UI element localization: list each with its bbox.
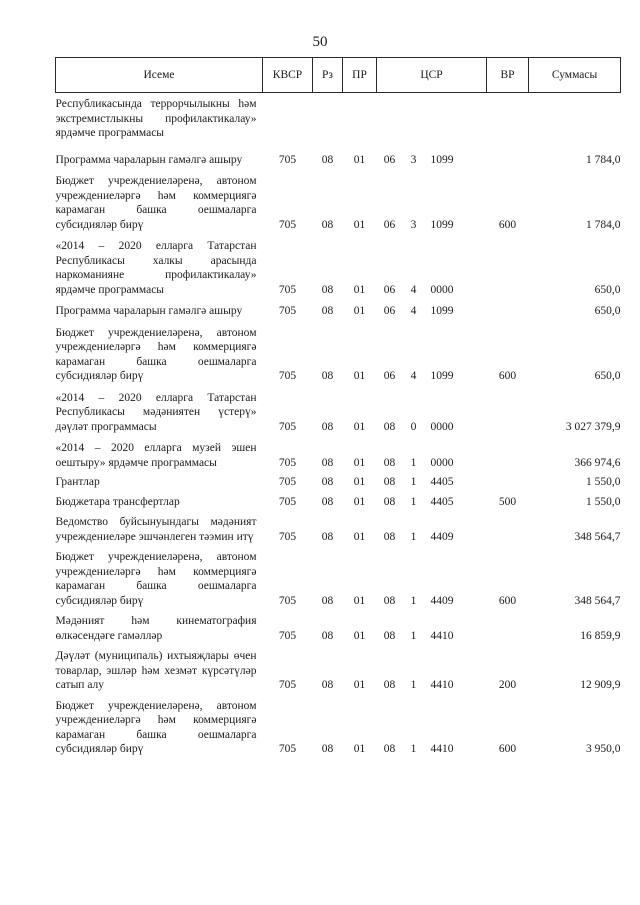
cell-csr2: 1 bbox=[410, 456, 417, 469]
cell-pr: 01 bbox=[353, 305, 366, 317]
cell-pr: 01 bbox=[353, 420, 366, 433]
table-row bbox=[56, 93, 621, 141]
cell-kvsr: 705 bbox=[278, 305, 297, 317]
cell-csr2: 1 bbox=[410, 530, 417, 543]
cell-csr1: 08 bbox=[383, 530, 396, 543]
cell-kvsr: 705 bbox=[278, 679, 297, 691]
cell-pr: 01 bbox=[353, 456, 366, 469]
cell-rz: 08 bbox=[321, 629, 334, 642]
cell-rz: 08 bbox=[321, 283, 334, 296]
cell-csr1: 06 bbox=[383, 283, 396, 296]
cell-vr: 200 bbox=[498, 679, 517, 691]
table-row bbox=[56, 167, 621, 232]
cell-csr1: 06 bbox=[383, 153, 396, 166]
cell-csr1: 06 bbox=[383, 305, 396, 317]
cell-csr2: 3 bbox=[410, 153, 417, 166]
cell-name: Программа чараларын гамәлгә ашыру bbox=[55, 153, 243, 166]
cell-csr1: 08 bbox=[383, 420, 396, 433]
cell-vr bbox=[487, 297, 529, 319]
header-rz: Рз bbox=[313, 58, 343, 93]
header-pr: ПР bbox=[343, 58, 377, 93]
cell-kvsr: 705 bbox=[278, 743, 297, 755]
cell-rz: 08 bbox=[321, 743, 334, 755]
cell-sum: 650,0 bbox=[594, 370, 621, 382]
cell-pr: 01 bbox=[353, 679, 366, 691]
cell-csr2: 4 bbox=[410, 283, 417, 296]
cell-sum: 3 027 379,9 bbox=[565, 420, 621, 433]
cell-csr2: 4 bbox=[410, 305, 417, 317]
cell-sum: 16 859,9 bbox=[580, 629, 621, 642]
cell-csr2: 3 bbox=[410, 218, 417, 231]
cell-csr1: 06 bbox=[383, 370, 396, 382]
table-row bbox=[56, 232, 621, 297]
cell-csr3: 0000 bbox=[430, 420, 454, 433]
cell-sum: 3 950,0 bbox=[586, 743, 621, 755]
cell-name: Бюджет учреждениеләренә, автоном учреждениеләргә һәм коммерциягә карамаган башка оешмаларга субсидияләр бирү bbox=[55, 326, 257, 382]
header-sum: Суммасы bbox=[529, 58, 621, 93]
cell-sum: 1 550,0 bbox=[586, 476, 621, 488]
cell-rz: 08 bbox=[321, 476, 334, 488]
cell-csr3: 4410 bbox=[430, 743, 454, 755]
cell-pr bbox=[343, 93, 377, 141]
cell-csr1: 08 bbox=[383, 743, 396, 755]
cell-csr1: 06 bbox=[383, 218, 396, 231]
cell-kvsr: 705 bbox=[278, 495, 297, 508]
cell-csr2 bbox=[403, 93, 425, 141]
cell-pr: 01 bbox=[353, 370, 366, 382]
cell-rz: 08 bbox=[321, 305, 334, 317]
cell-csr2: 1 bbox=[410, 476, 417, 488]
cell-vr bbox=[487, 141, 529, 168]
cell-csr1: 08 bbox=[383, 476, 396, 488]
cell-kvsr bbox=[263, 93, 313, 141]
header-csr: ЦСР bbox=[377, 58, 487, 93]
cell-csr1: 08 bbox=[383, 456, 396, 469]
cell-csr3: 4410 bbox=[430, 679, 454, 691]
cell-name: «2014 – 2020 елларга Татарстан Республикасы мәдәниятен үстерү» дәүләт программасы bbox=[55, 391, 257, 433]
table-row bbox=[56, 544, 621, 608]
cell-pr: 01 bbox=[353, 476, 366, 488]
cell-csr3: 4410 bbox=[430, 629, 454, 642]
cell-rz: 08 bbox=[321, 495, 334, 508]
cell-rz: 08 bbox=[321, 370, 334, 382]
cell-vr bbox=[487, 93, 529, 141]
cell-vr bbox=[487, 232, 529, 297]
cell-csr2: 1 bbox=[410, 679, 417, 691]
cell-vr: 600 bbox=[498, 218, 517, 231]
cell-name: Грантлар bbox=[55, 476, 100, 488]
cell-pr: 01 bbox=[353, 530, 366, 543]
cell-kvsr: 705 bbox=[278, 283, 297, 296]
table-row bbox=[56, 643, 621, 693]
cell-sum: 12 909,9 bbox=[580, 679, 621, 691]
cell-csr1: 08 bbox=[383, 629, 396, 642]
cell-kvsr: 705 bbox=[278, 629, 297, 642]
table-row bbox=[56, 141, 621, 168]
cell-pr: 01 bbox=[353, 283, 366, 296]
table-row bbox=[56, 434, 621, 470]
cell-vr: 600 bbox=[498, 743, 517, 755]
cell-csr3: 4409 bbox=[430, 530, 454, 543]
cell-rz: 08 bbox=[321, 594, 334, 607]
cell-pr: 01 bbox=[353, 495, 366, 508]
table-row bbox=[56, 470, 621, 490]
cell-csr2: 1 bbox=[410, 743, 417, 755]
cell-sum: 348 564,7 bbox=[574, 530, 621, 543]
cell-pr: 01 bbox=[353, 218, 366, 231]
cell-sum bbox=[529, 93, 621, 141]
table-row bbox=[56, 319, 621, 384]
table-header bbox=[56, 58, 621, 93]
cell-csr1: 08 bbox=[383, 495, 396, 508]
cell-rz: 08 bbox=[321, 530, 334, 543]
cell-vr bbox=[487, 470, 529, 490]
cell-kvsr: 705 bbox=[278, 420, 297, 433]
cell-csr3: 1099 bbox=[430, 153, 454, 166]
cell-kvsr: 705 bbox=[278, 153, 297, 166]
cell-csr2: 1 bbox=[410, 495, 417, 508]
cell-name: Программа чараларын гамәлгә ашыру bbox=[55, 305, 243, 317]
cell-sum: 366 974,6 bbox=[574, 456, 621, 469]
cell-name: Бюджет учреждениеләренә, автоном учреждениеләргә һәм коммерциягә карамаган башка оешмаларга субсидияләр бирү bbox=[55, 175, 257, 231]
page-number: 50 bbox=[312, 34, 328, 50]
cell-rz: 08 bbox=[321, 420, 334, 433]
cell-name: Бюджет учреждениеләренә, автоном учреждениеләргә һәм коммерциягә карамаган башка оешмаларга субсидияләр бирү bbox=[55, 551, 257, 607]
cell-sum: 650,0 bbox=[594, 305, 621, 317]
cell-sum: 1 550,0 bbox=[586, 495, 621, 508]
table-row bbox=[56, 693, 621, 757]
header-vr: ВР bbox=[487, 58, 529, 93]
cell-pr: 01 bbox=[353, 594, 366, 607]
cell-csr2: 1 bbox=[410, 629, 417, 642]
cell-csr2: 4 bbox=[410, 370, 417, 382]
cell-sum: 650,0 bbox=[594, 283, 621, 296]
cell-csr1 bbox=[377, 93, 403, 141]
budget-table bbox=[55, 57, 621, 757]
cell-kvsr: 705 bbox=[278, 370, 297, 382]
cell-name: Бюджетара трансфертлар bbox=[55, 495, 180, 508]
cell-vr: 600 bbox=[498, 594, 517, 607]
cell-csr2: 1 bbox=[410, 594, 417, 607]
cell-name: «2014 – 2020 елларга Татарстан Республикасы халкы арасында наркоманияне профилактикалау» ярдәмче программасы bbox=[55, 240, 257, 296]
cell-kvsr: 705 bbox=[278, 476, 297, 488]
table-row bbox=[56, 608, 621, 643]
cell-pr: 01 bbox=[353, 743, 366, 755]
cell-vr bbox=[487, 434, 529, 470]
cell-name: Республикасында террорчылыкны һәм экстремистлыкны профилактикалау» ярдәмче программасы bbox=[55, 98, 257, 139]
cell-rz bbox=[313, 93, 343, 141]
cell-csr2: 0 bbox=[410, 420, 417, 433]
cell-pr: 01 bbox=[353, 153, 366, 166]
cell-csr3: 1099 bbox=[430, 218, 454, 231]
table-row bbox=[56, 297, 621, 319]
cell-vr bbox=[487, 608, 529, 643]
cell-kvsr: 705 bbox=[278, 218, 297, 231]
table-body bbox=[56, 93, 621, 757]
cell-rz: 08 bbox=[321, 679, 334, 691]
cell-csr3 bbox=[425, 93, 487, 141]
header-name: Исеме bbox=[56, 58, 263, 93]
table-row bbox=[56, 490, 621, 510]
cell-kvsr: 705 bbox=[278, 456, 297, 469]
cell-csr3: 4405 bbox=[430, 495, 454, 508]
table-row bbox=[56, 384, 621, 435]
cell-vr bbox=[487, 509, 529, 544]
cell-vr: 600 bbox=[498, 370, 517, 382]
cell-csr3: 4405 bbox=[430, 476, 454, 488]
cell-csr3: 0000 bbox=[430, 456, 454, 469]
cell-name: Дәүләт (муниципаль) ихтыяҗлары өчен товарлар, эшләр һәм хезмәт күрсәтүләр сатып алу bbox=[55, 650, 257, 691]
cell-name: Ведомство буйсынуындагы мәдәният учреждениеләре эшчәнлеген тәэмин итү bbox=[55, 516, 257, 543]
cell-kvsr: 705 bbox=[278, 530, 297, 543]
cell-pr: 01 bbox=[353, 629, 366, 642]
cell-sum: 348 564,7 bbox=[574, 594, 621, 607]
cell-csr3: 4409 bbox=[430, 594, 454, 607]
cell-kvsr: 705 bbox=[278, 594, 297, 607]
table-row bbox=[56, 509, 621, 544]
cell-name: Мәдәният һәм кинематография өлкәсендәге гамәлләр bbox=[55, 615, 257, 642]
cell-vr bbox=[487, 384, 529, 435]
cell-rz: 08 bbox=[321, 153, 334, 166]
header-kvsr: КВСР bbox=[263, 58, 313, 93]
cell-rz: 08 bbox=[321, 218, 334, 231]
cell-name: Бюджет учреждениеләренә, автоном учреждениеләргә һәм коммерциягә карамаган башка оешмаларга субсидияләр бирү bbox=[55, 699, 257, 755]
cell-rz: 08 bbox=[321, 456, 334, 469]
cell-csr3: 1099 bbox=[430, 305, 454, 317]
cell-csr1: 08 bbox=[383, 679, 396, 691]
cell-sum: 1 784,0 bbox=[586, 218, 621, 231]
cell-csr3: 1099 bbox=[430, 370, 454, 382]
cell-vr: 500 bbox=[498, 495, 517, 508]
cell-csr3: 0000 bbox=[430, 283, 454, 296]
cell-csr1: 08 bbox=[383, 594, 396, 607]
cell-sum: 1 784,0 bbox=[586, 153, 621, 166]
cell-name: «2014 – 2020 елларга музей эшен оештыру» ярдәмче программасы bbox=[55, 442, 257, 469]
